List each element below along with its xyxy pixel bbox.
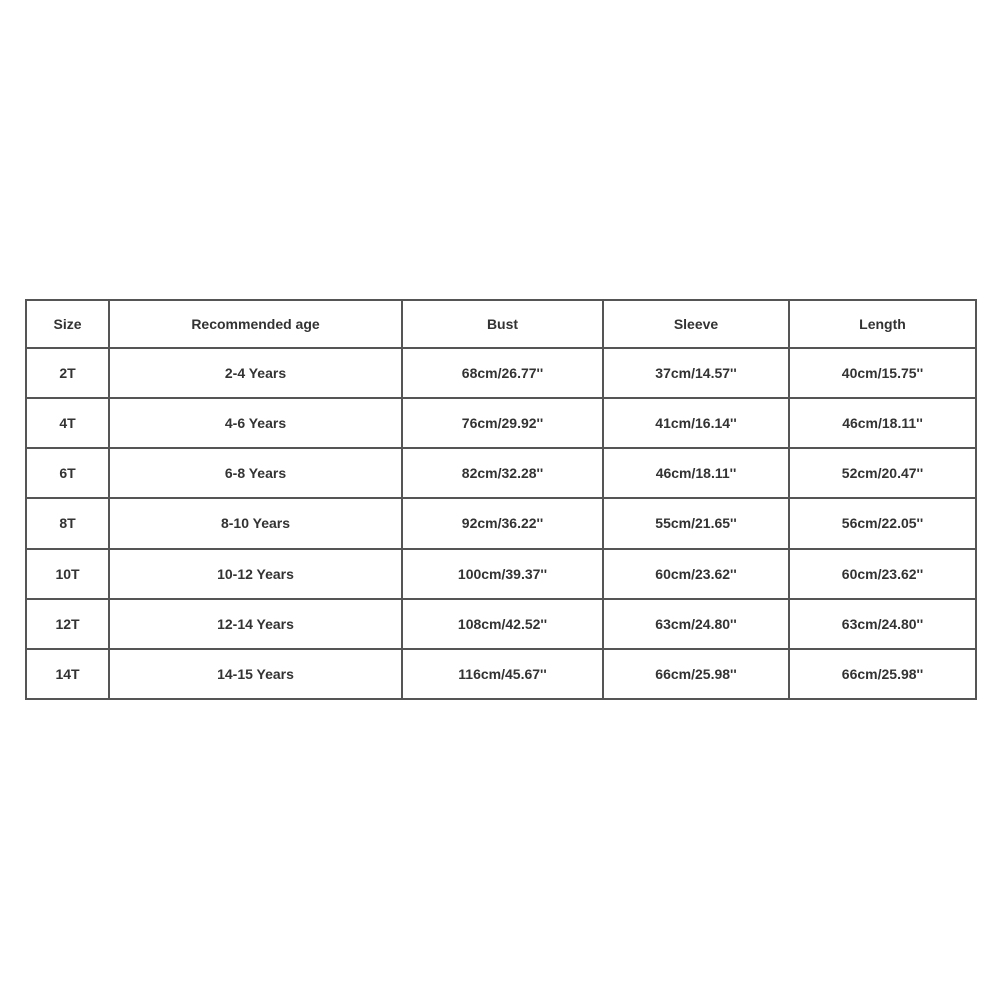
table-row xyxy=(26,448,976,498)
cell-length: 60cm/23.62'' xyxy=(789,549,976,599)
header-recommended-age: Recommended age xyxy=(109,300,402,348)
cell-size: 2T xyxy=(26,348,109,398)
cell-age: 2-4 Years xyxy=(109,348,402,398)
cell-bust: 108cm/42.52'' xyxy=(402,599,603,649)
cell-length: 46cm/18.11'' xyxy=(789,398,976,448)
table-row xyxy=(26,348,976,398)
cell-size: 4T xyxy=(26,398,109,448)
table-row xyxy=(26,498,976,548)
cell-age: 10-12 Years xyxy=(109,549,402,599)
cell-bust: 76cm/29.92'' xyxy=(402,398,603,448)
table-row xyxy=(26,549,976,599)
cell-sleeve: 63cm/24.80'' xyxy=(603,599,789,649)
cell-age: 12-14 Years xyxy=(109,599,402,649)
table-row xyxy=(26,649,976,699)
cell-bust: 100cm/39.37'' xyxy=(402,549,603,599)
cell-bust: 116cm/45.67'' xyxy=(402,649,603,699)
cell-size: 12T xyxy=(26,599,109,649)
cell-sleeve: 37cm/14.57'' xyxy=(603,348,789,398)
cell-age: 4-6 Years xyxy=(109,398,402,448)
cell-sleeve: 55cm/21.65'' xyxy=(603,498,789,548)
table-row xyxy=(26,398,976,448)
cell-age: 6-8 Years xyxy=(109,448,402,498)
cell-size: 6T xyxy=(26,448,109,498)
cell-age: 8-10 Years xyxy=(109,498,402,548)
cell-bust: 92cm/36.22'' xyxy=(402,498,603,548)
header-length: Length xyxy=(789,300,976,348)
cell-bust: 68cm/26.77'' xyxy=(402,348,603,398)
header-bust: Bust xyxy=(402,300,603,348)
cell-size: 10T xyxy=(26,549,109,599)
cell-sleeve: 46cm/18.11'' xyxy=(603,448,789,498)
cell-length: 52cm/20.47'' xyxy=(789,448,976,498)
cell-length: 63cm/24.80'' xyxy=(789,599,976,649)
cell-length: 40cm/15.75'' xyxy=(789,348,976,398)
cell-age: 14-15 Years xyxy=(109,649,402,699)
cell-bust: 82cm/32.28'' xyxy=(402,448,603,498)
table-row xyxy=(26,599,976,649)
cell-length: 56cm/22.05'' xyxy=(789,498,976,548)
cell-sleeve: 41cm/16.14'' xyxy=(603,398,789,448)
cell-sleeve: 66cm/25.98'' xyxy=(603,649,789,699)
header-sleeve: Sleeve xyxy=(603,300,789,348)
cell-size: 8T xyxy=(26,498,109,548)
cell-size: 14T xyxy=(26,649,109,699)
size-chart-table xyxy=(25,299,977,700)
header-size: Size xyxy=(26,300,109,348)
cell-length: 66cm/25.98'' xyxy=(789,649,976,699)
table-header-row xyxy=(26,300,976,348)
cell-sleeve: 60cm/23.62'' xyxy=(603,549,789,599)
